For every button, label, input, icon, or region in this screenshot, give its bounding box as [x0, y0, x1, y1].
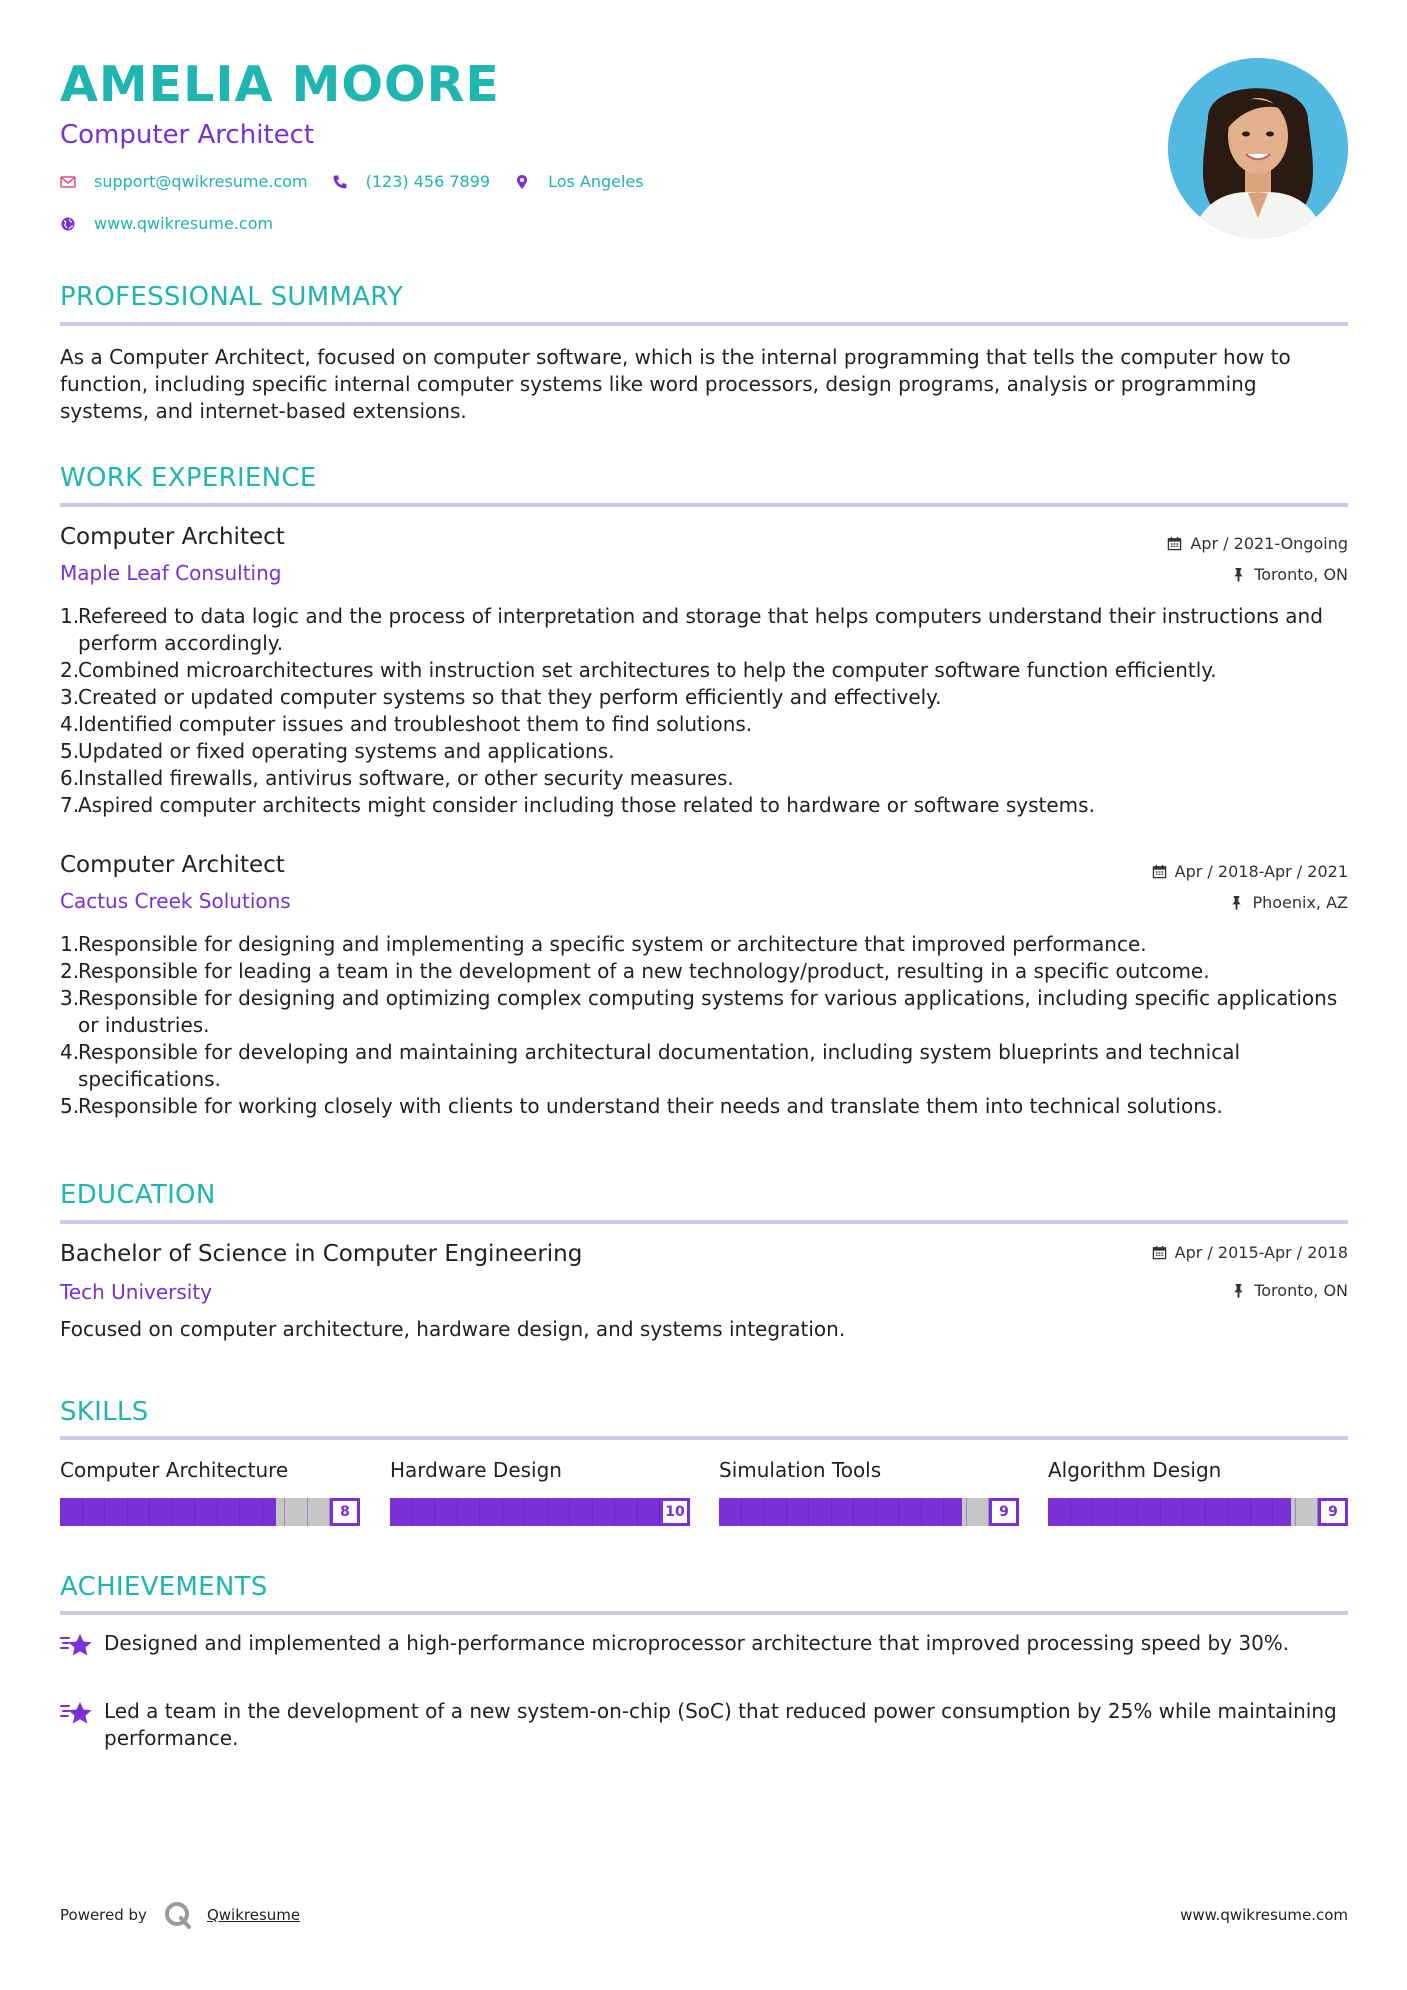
pushpin-icon — [1231, 1283, 1246, 1298]
education-dates — [1152, 1243, 1348, 1262]
candidate-name: AMELIA MOORE — [60, 56, 500, 113]
powered-by-text: Powered by — [60, 1906, 147, 1924]
skill-name: Algorithm Design — [1048, 1458, 1222, 1482]
list-item-number: 1. — [60, 604, 80, 628]
achievement-text: Designed and implemented a high-performance microprocessor architecture that improved processing speed by 30%. — [104, 1631, 1290, 1655]
list-item-text: Created or updated computer systems so that they perform efficiently and effectively. — [78, 685, 942, 709]
skill-bar-segment — [1273, 1498, 1296, 1526]
phone-icon — [332, 174, 348, 190]
skill-bar-segment — [150, 1498, 173, 1526]
skill-bar-segment — [1071, 1498, 1094, 1526]
skill-score: 10 — [660, 1498, 690, 1526]
skill-bar-segment — [832, 1498, 855, 1526]
achievement-text: Led a team in the development of a new system-on-chip (SoC) that reduced power consumption by 25% while maintaining performance. — [104, 1699, 1337, 1750]
contact-email[interactable] — [60, 172, 308, 191]
list-item — [60, 657, 1350, 684]
skill-bar-segment — [1251, 1498, 1274, 1526]
skill-name: Hardware Design — [390, 1458, 562, 1482]
website-text: www.qwikresume.com — [94, 214, 274, 233]
achievements-divider — [60, 1611, 1348, 1615]
skill-bar-segment — [263, 1498, 286, 1526]
skill-bar-segment — [308, 1498, 331, 1526]
list-item — [60, 765, 1350, 792]
skill-bar — [60, 1498, 360, 1526]
star-icon — [60, 1698, 104, 1752]
list-item-number: 1. — [60, 932, 80, 956]
list-item-number: 5. — [60, 739, 80, 763]
skill-bar-segment — [719, 1498, 742, 1526]
job-1-title: Computer Architect — [60, 524, 285, 550]
skill-bar-segment — [1093, 1498, 1116, 1526]
skill-bar-segment — [60, 1498, 83, 1526]
phone-text: (123) 456 7899 — [365, 172, 491, 191]
skill-item — [60, 1458, 360, 1526]
achievements-heading: ACHIEVEMENTS — [60, 1572, 268, 1602]
skill-bar-segment — [390, 1498, 413, 1526]
candidate-title: Computer Architect — [60, 120, 315, 150]
skill-score: 9 — [989, 1498, 1019, 1526]
skill-bar — [390, 1498, 690, 1526]
list-item — [60, 792, 1350, 819]
skill-bar-segment — [877, 1498, 900, 1526]
skill-bar-track — [1048, 1498, 1318, 1526]
contact-row-2 — [60, 214, 297, 233]
skill-bar-segment — [128, 1498, 151, 1526]
skill-item — [390, 1458, 690, 1526]
list-item-number: 2. — [60, 658, 80, 682]
list-item-text: Identified computer issues and troubleshoot them to find solutions. — [78, 712, 753, 736]
skill-bar-segment — [1048, 1498, 1071, 1526]
list-item-number: 7. — [60, 793, 80, 817]
job-2-location — [1229, 893, 1348, 912]
skill-bar-segment — [218, 1498, 241, 1526]
location-text: Los Angeles — [548, 172, 644, 191]
job-2-title: Computer Architect — [60, 852, 285, 878]
skill-bar-segment — [944, 1498, 967, 1526]
skill-bar-segment — [435, 1498, 458, 1526]
skill-bar-segment — [195, 1498, 218, 1526]
skill-bar-segment — [742, 1498, 765, 1526]
job-1-location — [1231, 565, 1348, 584]
list-item-text: Responsible for designing and optimizing complex computing systems for various applications, including specific applications or industries. — [78, 986, 1338, 1037]
list-item-text: Responsible for designing and implementing a specific system or architecture that improved performance. — [78, 932, 1147, 956]
job-2-location-text: Phoenix, AZ — [1252, 893, 1348, 912]
skill-bar-segment — [593, 1498, 616, 1526]
list-item-number: 5. — [60, 1094, 80, 1118]
list-item-text: Combined microarchitectures with instruction set architectures to help the computer software function efficiently. — [78, 658, 1217, 682]
skill-bar-segment — [854, 1498, 877, 1526]
skill-bar-segment — [503, 1498, 526, 1526]
list-item-text: Responsible for developing and maintaining architectural documentation, including system blueprints and technical specifications. — [78, 1040, 1241, 1091]
skill-bar-segment — [458, 1498, 481, 1526]
education-school: Tech University — [60, 1280, 213, 1304]
list-item — [60, 711, 1350, 738]
job-2-dates-text: Apr / 2018-Apr / 2021 — [1174, 862, 1348, 881]
job-1-location-text: Toronto, ON — [1254, 565, 1348, 584]
skill-item — [1048, 1458, 1348, 1526]
list-item-text: Aspired computer architects might consider including those related to hardware or software systems. — [78, 793, 1095, 817]
list-item-text: Updated or fixed operating systems and applications. — [78, 739, 615, 763]
list-item-text: Installed firewalls, antivirus software, or other security measures. — [78, 766, 734, 790]
education-degree: Bachelor of Science in Computer Engineering — [60, 1241, 583, 1267]
skill-bar-segment — [173, 1498, 196, 1526]
footer-brand-link[interactable]: Qwikresume — [206, 1906, 301, 1924]
pushpin-icon — [1229, 895, 1244, 910]
list-item — [60, 958, 1350, 985]
job-1-dates-text: Apr / 2021-Ongoing — [1190, 534, 1348, 553]
skill-bar-segment — [615, 1498, 638, 1526]
list-item — [60, 603, 1350, 657]
skill-bar-segment — [967, 1498, 990, 1526]
skills-divider — [60, 1436, 1348, 1440]
achievement-item — [60, 1698, 1350, 1752]
list-item-number: 6. — [60, 766, 80, 790]
job-2-dates — [1152, 862, 1348, 881]
skill-bar-segment — [1183, 1498, 1206, 1526]
list-item — [60, 1039, 1350, 1093]
list-item — [60, 738, 1350, 765]
footer-powered-by — [60, 1900, 300, 1930]
summary-divider — [60, 322, 1348, 326]
skill-bar-track — [60, 1498, 330, 1526]
education-location — [1231, 1281, 1348, 1300]
list-item-number: 3. — [60, 685, 80, 709]
education-dates-text: Apr / 2015-Apr / 2018 — [1174, 1243, 1348, 1262]
list-item-number: 3. — [60, 986, 80, 1010]
list-item-number: 2. — [60, 959, 80, 983]
map-pin-icon — [514, 174, 530, 190]
skill-bar-segment — [1206, 1498, 1229, 1526]
list-item-text: Responsible for leading a team in the development of a new technology/product, resulting in a specific outcome. — [78, 959, 1210, 983]
experience-heading: WORK EXPERIENCE — [60, 463, 317, 493]
skill-bar — [719, 1498, 1019, 1526]
achievement-item — [60, 1630, 1350, 1662]
skill-bar-segment — [922, 1498, 945, 1526]
contact-location — [514, 172, 644, 191]
list-item-number: 4. — [60, 712, 80, 736]
skill-bar-track — [719, 1498, 989, 1526]
skill-bar-segment — [1138, 1498, 1161, 1526]
skill-bar-segment — [809, 1498, 832, 1526]
skill-bar-segment — [285, 1498, 308, 1526]
globe-icon — [60, 216, 76, 232]
list-item-text: Refereed to data logic and the process of interpretation and storage that helps computers understand their instructions and perform accordingly. — [78, 604, 1323, 655]
job-2-company: Cactus Creek Solutions — [60, 889, 291, 913]
footer-url[interactable]: www.qwikresume.com — [1180, 1906, 1348, 1924]
education-location-text: Toronto, ON — [1254, 1281, 1348, 1300]
skill-name: Computer Architecture — [60, 1458, 289, 1482]
skill-bar-segment — [1228, 1498, 1251, 1526]
envelope-icon — [60, 174, 76, 190]
experience-divider — [60, 503, 1348, 507]
list-item-text: Responsible for working closely with clients to understand their needs and translate them into technical solutions. — [78, 1094, 1223, 1118]
summary-text: As a Computer Architect, focused on computer software, which is the internal programming that tells the computer how to function, including specific internal computer systems like word processors, design programs, analysis or programming systems, and internet-based extensions. — [60, 345, 1291, 423]
contact-phone[interactable] — [332, 172, 490, 191]
skill-bar-segment — [480, 1498, 503, 1526]
skill-bar-segment — [525, 1498, 548, 1526]
education-heading: EDUCATION — [60, 1180, 216, 1210]
list-item — [60, 684, 1350, 711]
pushpin-icon — [1231, 567, 1246, 582]
education-description: Focused on computer architecture, hardware design, and systems integration. — [60, 1317, 846, 1341]
skill-bar — [1048, 1498, 1348, 1526]
contact-website[interactable] — [60, 214, 273, 233]
list-item-number: 4. — [60, 1040, 80, 1064]
skills-heading: SKILLS — [60, 1397, 149, 1427]
qwikresume-logo-icon — [163, 1900, 193, 1930]
skill-bar-segment — [787, 1498, 810, 1526]
job-1-dates — [1167, 534, 1348, 553]
summary-heading: PROFESSIONAL SUMMARY — [60, 282, 404, 312]
skill-bar-segment — [1296, 1498, 1319, 1526]
skill-bar-segment — [240, 1498, 263, 1526]
list-item — [60, 1093, 1350, 1120]
calendar-icon — [1167, 536, 1182, 551]
list-item — [60, 931, 1350, 958]
star-icon — [60, 1630, 104, 1662]
skill-bar-segment — [764, 1498, 787, 1526]
job-2-responsibilities — [60, 931, 1350, 1120]
skill-name: Simulation Tools — [719, 1458, 882, 1482]
skill-item — [719, 1458, 1019, 1526]
list-item — [60, 985, 1350, 1039]
profile-photo — [1168, 58, 1348, 238]
skill-bar-segment — [1116, 1498, 1139, 1526]
education-divider — [60, 1220, 1348, 1224]
skill-bar-segment — [413, 1498, 436, 1526]
calendar-icon — [1152, 1245, 1167, 1260]
job-1-responsibilities — [60, 603, 1350, 819]
skill-score: 9 — [1318, 1498, 1348, 1526]
skill-bar-segment — [548, 1498, 571, 1526]
skill-bar-segment — [899, 1498, 922, 1526]
skill-bar-segment — [638, 1498, 661, 1526]
calendar-icon — [1152, 864, 1167, 879]
skill-bar-segment — [1161, 1498, 1184, 1526]
skill-bar-track — [390, 1498, 660, 1526]
job-1-company: Maple Leaf Consulting — [60, 561, 282, 585]
skill-bar-segment — [570, 1498, 593, 1526]
skill-score: 8 — [330, 1498, 360, 1526]
skill-bar-segment — [83, 1498, 106, 1526]
email-text: support@qwikresume.com — [94, 172, 308, 191]
skill-bar-segment — [105, 1498, 128, 1526]
contact-row-1 — [60, 172, 668, 191]
